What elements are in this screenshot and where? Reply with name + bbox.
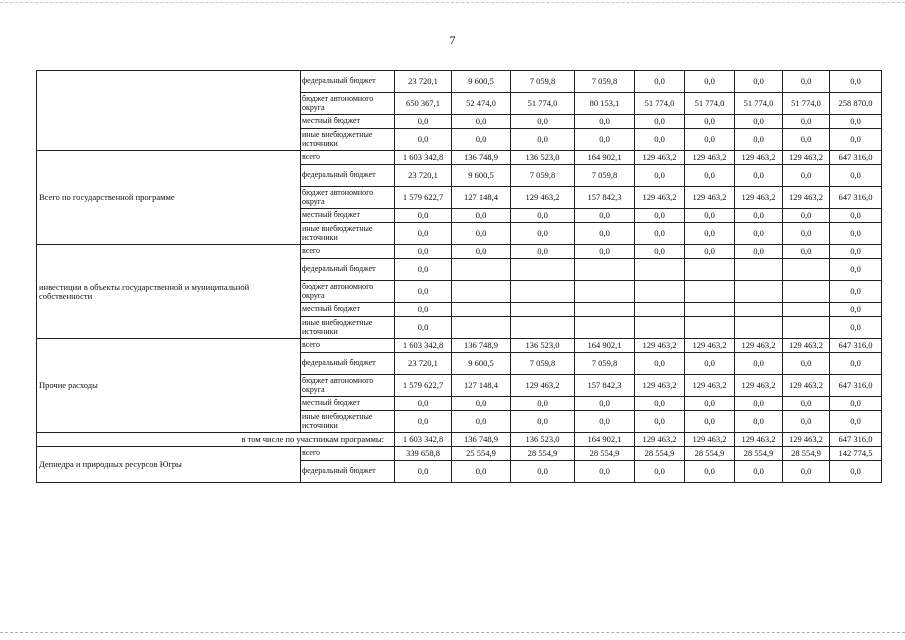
value-cell: 129 463,2 xyxy=(783,151,830,165)
value-cell: 164 902,1 xyxy=(575,433,635,447)
value-cell: 0,0 xyxy=(395,317,452,339)
value-cell: 136 523,0 xyxy=(511,433,575,447)
value-cell: 25 554,9 xyxy=(452,447,511,461)
value-cell: 0,0 xyxy=(575,461,635,483)
value-cell: 0,0 xyxy=(830,397,882,411)
table-row xyxy=(37,339,882,353)
value-cell xyxy=(452,281,511,303)
value-cell: 9 600,5 xyxy=(452,353,511,375)
value-cell: 28 554,9 xyxy=(685,447,735,461)
value-cell xyxy=(685,317,735,339)
funding-source: иные внебюджетные источники xyxy=(301,129,395,151)
value-cell: 0,0 xyxy=(511,129,575,151)
value-cell: 0,0 xyxy=(685,71,735,93)
value-cell xyxy=(783,317,830,339)
value-cell: 0,0 xyxy=(511,411,575,433)
value-cell: 0,0 xyxy=(395,303,452,317)
value-cell: 0,0 xyxy=(783,245,830,259)
value-cell: 7 059,8 xyxy=(511,353,575,375)
funding-source: федеральный бюджет xyxy=(301,461,395,483)
value-cell xyxy=(735,317,783,339)
value-cell: 129 463,2 xyxy=(783,375,830,397)
value-cell: 129 463,2 xyxy=(511,375,575,397)
value-cell: 129 463,2 xyxy=(685,433,735,447)
value-cell: 129 463,2 xyxy=(783,339,830,353)
value-cell xyxy=(635,281,685,303)
value-cell: 129 463,2 xyxy=(735,151,783,165)
value-cell: 1 603 342,8 xyxy=(395,433,452,447)
value-cell: 0,0 xyxy=(735,411,783,433)
value-cell: 647 316,0 xyxy=(830,151,882,165)
value-cell: 0,0 xyxy=(783,165,830,187)
value-cell: 7 059,8 xyxy=(575,71,635,93)
value-cell: 647 316,0 xyxy=(830,375,882,397)
value-cell xyxy=(635,317,685,339)
value-cell: 0,0 xyxy=(735,245,783,259)
value-cell xyxy=(452,259,511,281)
value-cell xyxy=(685,281,735,303)
table-row xyxy=(37,151,882,165)
value-cell: 51 774,0 xyxy=(735,93,783,115)
value-cell: 0,0 xyxy=(395,397,452,411)
value-cell: 0,0 xyxy=(511,461,575,483)
value-cell xyxy=(685,303,735,317)
value-cell: 0,0 xyxy=(735,71,783,93)
value-cell: 0,0 xyxy=(735,115,783,129)
value-cell: 0,0 xyxy=(635,245,685,259)
value-cell: 0,0 xyxy=(452,209,511,223)
value-cell: 1 579 622,7 xyxy=(395,375,452,397)
value-cell: 0,0 xyxy=(783,397,830,411)
funding-source: бюджет автономного округа xyxy=(301,93,395,115)
value-cell xyxy=(783,259,830,281)
funding-source: всего xyxy=(301,245,395,259)
value-cell xyxy=(783,303,830,317)
participants-total-label: в том числе по участникам программы: xyxy=(37,433,395,447)
bottom-scan-edge xyxy=(0,632,905,633)
value-cell: 0,0 xyxy=(635,209,685,223)
value-cell: 0,0 xyxy=(830,115,882,129)
value-cell: 0,0 xyxy=(452,411,511,433)
value-cell: 0,0 xyxy=(783,461,830,483)
funding-source: местный бюджет xyxy=(301,209,395,223)
value-cell: 157 842,3 xyxy=(575,375,635,397)
value-cell: 129 463,2 xyxy=(635,339,685,353)
value-cell: 0,0 xyxy=(830,223,882,245)
table-row xyxy=(37,245,882,259)
value-cell: 51 774,0 xyxy=(511,93,575,115)
value-cell: 0,0 xyxy=(830,411,882,433)
value-cell: 136 748,9 xyxy=(452,151,511,165)
value-cell: 142 774,5 xyxy=(830,447,882,461)
group-label: Всего по государственной программе xyxy=(37,151,301,245)
value-cell: 23 720,1 xyxy=(395,165,452,187)
value-cell: 129 463,2 xyxy=(685,187,735,209)
value-cell xyxy=(511,259,575,281)
group-label: Прочие расходы xyxy=(37,339,301,433)
value-cell: 28 554,9 xyxy=(783,447,830,461)
value-cell xyxy=(635,303,685,317)
funding-source: бюджет автономного округа xyxy=(301,375,395,397)
value-cell: 0,0 xyxy=(395,259,452,281)
value-cell: 0,0 xyxy=(452,223,511,245)
value-cell: 0,0 xyxy=(395,223,452,245)
value-cell xyxy=(735,259,783,281)
value-cell: 136 748,9 xyxy=(452,433,511,447)
value-cell: 0,0 xyxy=(830,129,882,151)
value-cell: 0,0 xyxy=(575,223,635,245)
funding-source: бюджет автономного округа xyxy=(301,281,395,303)
value-cell: 28 554,9 xyxy=(735,447,783,461)
value-cell: 0,0 xyxy=(830,259,882,281)
value-cell: 0,0 xyxy=(735,397,783,411)
value-cell: 0,0 xyxy=(635,397,685,411)
value-cell: 0,0 xyxy=(511,223,575,245)
value-cell: 0,0 xyxy=(735,223,783,245)
value-cell xyxy=(511,303,575,317)
value-cell: 0,0 xyxy=(395,281,452,303)
value-cell xyxy=(685,259,735,281)
value-cell: 0,0 xyxy=(735,353,783,375)
value-cell: 0,0 xyxy=(395,209,452,223)
participants-total-row xyxy=(37,433,882,447)
value-cell: 0,0 xyxy=(685,223,735,245)
value-cell: 0,0 xyxy=(511,245,575,259)
value-cell: 0,0 xyxy=(635,165,685,187)
value-cell: 28 554,9 xyxy=(635,447,685,461)
value-cell: 0,0 xyxy=(452,245,511,259)
value-cell: 51 774,0 xyxy=(783,93,830,115)
value-cell: 0,0 xyxy=(830,71,882,93)
value-cell: 1 579 622,7 xyxy=(395,187,452,209)
value-cell: 51 774,0 xyxy=(635,93,685,115)
funding-source: иные внебюджетные источники xyxy=(301,317,395,339)
value-cell: 7 059,8 xyxy=(511,165,575,187)
group-label: Депнедра и природных ресурсов Югры xyxy=(37,447,301,483)
value-cell: 0,0 xyxy=(511,209,575,223)
value-cell: 164 902,1 xyxy=(575,339,635,353)
value-cell: 0,0 xyxy=(783,411,830,433)
value-cell: 0,0 xyxy=(575,129,635,151)
value-cell: 0,0 xyxy=(395,411,452,433)
value-cell: 9 600,5 xyxy=(452,71,511,93)
value-cell: 0,0 xyxy=(635,411,685,433)
value-cell: 0,0 xyxy=(735,165,783,187)
value-cell: 0,0 xyxy=(830,317,882,339)
funding-source: всего xyxy=(301,339,395,353)
value-cell: 127 148,4 xyxy=(452,375,511,397)
value-cell: 0,0 xyxy=(452,115,511,129)
value-cell: 52 474,0 xyxy=(452,93,511,115)
value-cell: 0,0 xyxy=(452,129,511,151)
value-cell: 0,0 xyxy=(783,209,830,223)
value-cell: 0,0 xyxy=(452,461,511,483)
value-cell: 0,0 xyxy=(830,353,882,375)
value-cell: 0,0 xyxy=(452,397,511,411)
funding-source: всего xyxy=(301,151,395,165)
value-cell: 0,0 xyxy=(575,115,635,129)
funding-source: иные внебюджетные источники xyxy=(301,223,395,245)
value-cell: 647 316,0 xyxy=(830,339,882,353)
value-cell: 0,0 xyxy=(685,411,735,433)
value-cell: 0,0 xyxy=(685,397,735,411)
value-cell: 164 902,1 xyxy=(575,151,635,165)
value-cell: 0,0 xyxy=(783,223,830,245)
funding-source: федеральный бюджет xyxy=(301,71,395,93)
value-cell xyxy=(511,281,575,303)
value-cell: 0,0 xyxy=(511,397,575,411)
value-cell xyxy=(575,259,635,281)
value-cell: 0,0 xyxy=(830,165,882,187)
value-cell: 258 870,0 xyxy=(830,93,882,115)
value-cell: 23 720,1 xyxy=(395,353,452,375)
value-cell: 129 463,2 xyxy=(511,187,575,209)
value-cell: 0,0 xyxy=(635,461,685,483)
value-cell xyxy=(511,317,575,339)
table-row xyxy=(37,71,882,93)
value-cell: 129 463,2 xyxy=(685,151,735,165)
value-cell: 129 463,2 xyxy=(635,151,685,165)
value-cell: 0,0 xyxy=(395,115,452,129)
value-cell: 129 463,2 xyxy=(685,375,735,397)
value-cell: 0,0 xyxy=(830,245,882,259)
group-label xyxy=(37,71,301,151)
value-cell: 650 367,1 xyxy=(395,93,452,115)
value-cell: 0,0 xyxy=(395,245,452,259)
value-cell: 136 523,0 xyxy=(511,151,575,165)
value-cell: 0,0 xyxy=(575,397,635,411)
value-cell: 0,0 xyxy=(635,223,685,245)
page-number: 7 xyxy=(449,33,456,47)
value-cell: 9 600,5 xyxy=(452,165,511,187)
value-cell xyxy=(575,317,635,339)
value-cell: 0,0 xyxy=(830,281,882,303)
budget-table xyxy=(36,70,882,483)
value-cell: 1 603 342,8 xyxy=(395,339,452,353)
value-cell: 129 463,2 xyxy=(735,375,783,397)
funding-source: местный бюджет xyxy=(301,303,395,317)
value-cell: 0,0 xyxy=(783,129,830,151)
value-cell: 157 842,3 xyxy=(575,187,635,209)
value-cell: 129 463,2 xyxy=(635,187,685,209)
value-cell xyxy=(452,317,511,339)
value-cell xyxy=(735,303,783,317)
value-cell: 647 316,0 xyxy=(830,187,882,209)
value-cell: 0,0 xyxy=(783,115,830,129)
value-cell: 129 463,2 xyxy=(735,433,783,447)
value-cell: 0,0 xyxy=(685,209,735,223)
value-cell: 7 059,8 xyxy=(575,165,635,187)
funding-source: федеральный бюджет xyxy=(301,165,395,187)
group-label: инвестиции в объекты государственной и муниципальной собственности xyxy=(37,245,301,339)
funding-source: иные внебюджетные источники xyxy=(301,411,395,433)
value-cell: 0,0 xyxy=(735,209,783,223)
value-cell: 129 463,2 xyxy=(783,433,830,447)
value-cell: 7 059,8 xyxy=(575,353,635,375)
value-cell: 0,0 xyxy=(735,129,783,151)
value-cell: 28 554,9 xyxy=(575,447,635,461)
value-cell: 0,0 xyxy=(783,71,830,93)
value-cell: 0,0 xyxy=(635,129,685,151)
value-cell: 129 463,2 xyxy=(685,339,735,353)
value-cell: 0,0 xyxy=(830,461,882,483)
funding-source: федеральный бюджет xyxy=(301,259,395,281)
value-cell: 0,0 xyxy=(395,461,452,483)
value-cell: 1 603 342,8 xyxy=(395,151,452,165)
value-cell xyxy=(735,281,783,303)
value-cell: 0,0 xyxy=(635,115,685,129)
top-scan-edge xyxy=(0,2,905,3)
value-cell xyxy=(635,259,685,281)
value-cell: 136 523,0 xyxy=(511,339,575,353)
value-cell: 0,0 xyxy=(635,353,685,375)
value-cell: 647 316,0 xyxy=(830,433,882,447)
value-cell: 0,0 xyxy=(511,115,575,129)
value-cell: 0,0 xyxy=(685,461,735,483)
value-cell: 127 148,4 xyxy=(452,187,511,209)
table-row xyxy=(37,447,882,461)
value-cell: 0,0 xyxy=(783,353,830,375)
value-cell: 0,0 xyxy=(635,71,685,93)
value-cell: 0,0 xyxy=(685,129,735,151)
value-cell: 129 463,2 xyxy=(635,375,685,397)
value-cell xyxy=(575,281,635,303)
value-cell xyxy=(783,281,830,303)
value-cell: 0,0 xyxy=(575,209,635,223)
value-cell: 0,0 xyxy=(830,209,882,223)
value-cell: 129 463,2 xyxy=(735,187,783,209)
value-cell: 0,0 xyxy=(395,129,452,151)
value-cell xyxy=(452,303,511,317)
value-cell: 0,0 xyxy=(685,115,735,129)
value-cell: 129 463,2 xyxy=(635,433,685,447)
value-cell: 23 720,1 xyxy=(395,71,452,93)
value-cell: 129 463,2 xyxy=(783,187,830,209)
value-cell: 0,0 xyxy=(685,165,735,187)
value-cell: 0,0 xyxy=(685,245,735,259)
value-cell: 51 774,0 xyxy=(685,93,735,115)
value-cell: 136 748,9 xyxy=(452,339,511,353)
value-cell: 7 059,8 xyxy=(511,71,575,93)
value-cell: 0,0 xyxy=(735,461,783,483)
funding-source: местный бюджет xyxy=(301,115,395,129)
value-cell: 80 153,1 xyxy=(575,93,635,115)
funding-source: бюджет автономного округа xyxy=(301,187,395,209)
value-cell: 28 554,9 xyxy=(511,447,575,461)
value-cell: 0,0 xyxy=(685,353,735,375)
value-cell: 0,0 xyxy=(830,303,882,317)
funding-source: местный бюджет xyxy=(301,397,395,411)
funding-source: федеральный бюджет xyxy=(301,353,395,375)
value-cell: 0,0 xyxy=(575,411,635,433)
value-cell xyxy=(575,303,635,317)
value-cell: 0,0 xyxy=(575,245,635,259)
funding-source: всего xyxy=(301,447,395,461)
value-cell: 129 463,2 xyxy=(735,339,783,353)
value-cell: 339 658,8 xyxy=(395,447,452,461)
